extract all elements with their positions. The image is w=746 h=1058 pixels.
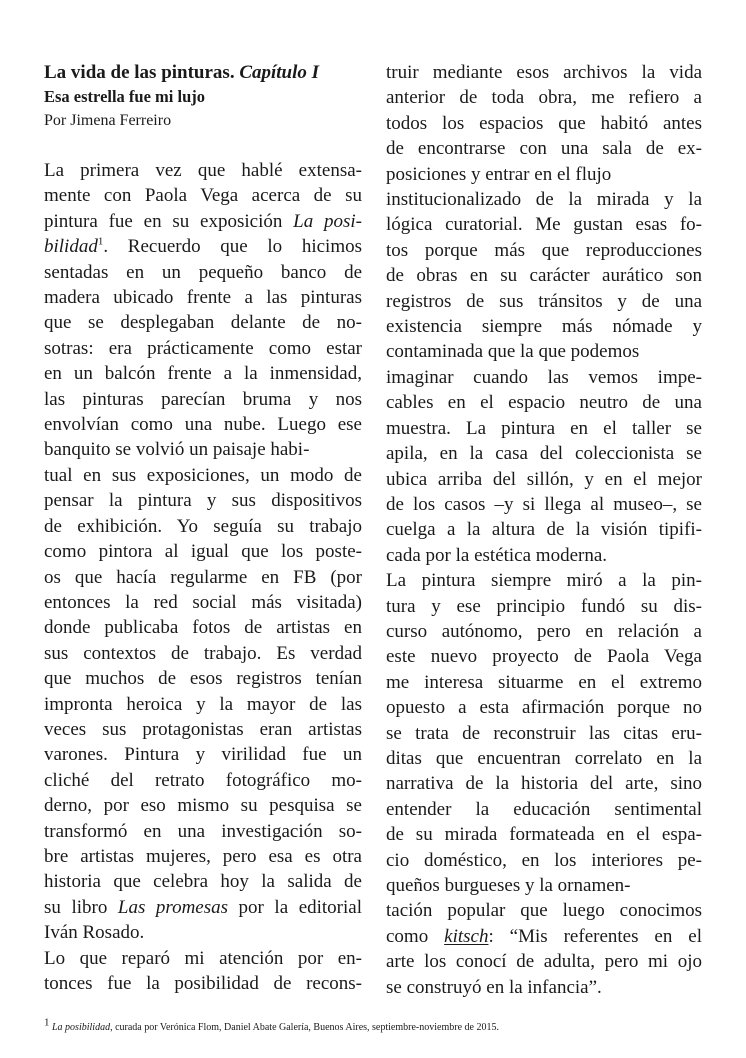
text-line: sus contextos de trabajo. Es verdad — [44, 642, 362, 664]
text-line: apila, en la casa del coleccionista se — [386, 443, 702, 465]
text-line: os que hacía regularme en FB (por — [44, 566, 362, 588]
text-line: truir mediante esos archivos la vida — [386, 62, 702, 83]
text-span: por la editorial — [228, 896, 362, 918]
text-line: cables en el espacio neutro de una — [386, 392, 702, 414]
text-line: opuesto a esta afirmación porque no — [386, 697, 702, 719]
text-span: como — [386, 925, 445, 947]
text-line: de exhibición. Yo seguía su trabajo — [44, 515, 362, 537]
text-line: impronta heroica y la mayor de las — [44, 693, 362, 715]
text-line: bre artistas mujeres, pero esa es otra — [44, 845, 362, 867]
paragraph-2 — [44, 946, 362, 997]
text-line — [44, 234, 362, 259]
text-line: en un balcón frente a la inmensidad, — [44, 363, 362, 385]
text-line: ditas que encuentran correlato en la — [386, 747, 702, 769]
footnote-number: 1 — [44, 1016, 50, 1029]
text-line: curso autónomo, pero en relación a — [386, 620, 702, 642]
footnote — [44, 1016, 704, 1034]
text-line: donde publicaba fotos de artistas en — [44, 617, 362, 639]
text-line: este nuevo proyecto de Paola Vega — [386, 646, 702, 668]
text-line — [44, 895, 362, 920]
article-byline: Por Jimena Ferreiro — [44, 112, 172, 129]
text-line: narrativa de la historia del arte, sino — [386, 773, 702, 795]
text-line: se trata de reconstruir las citas eru- — [386, 722, 702, 744]
text-line: sentadas en un pequeño banco de — [44, 261, 362, 283]
text-line: Lo que reparó mi atención por en- — [44, 947, 362, 969]
text-line: derno, por eso mismo su pesquisa se — [44, 795, 362, 817]
text-line: de los casos –y si llega al museo–, se — [386, 493, 702, 515]
text-line: entender la educación sentimental — [386, 798, 702, 820]
text-line: varones. Pintura y virilidad fue un — [44, 744, 362, 766]
paragraph-1 — [44, 158, 362, 946]
text-line — [44, 209, 362, 234]
text-line: tonces fue la posibilidad de recons- — [44, 973, 362, 994]
text-line: cada por la estética moderna. — [386, 544, 608, 566]
text-line: pensar la pintura y sus dispositivos — [44, 490, 362, 512]
text-line: se construyó en la infancia”. — [386, 976, 602, 998]
text-span: su libro — [44, 896, 118, 918]
text-line: ubica arriba del sillón, y en el mejor — [386, 468, 702, 490]
text-line: existencia siempre más nómade y — [386, 316, 702, 338]
text-line: imaginar cuando las vemos impe- — [386, 366, 702, 388]
text-span: : “Mis referentes en el — [488, 925, 702, 947]
text-span: pintura fue en su exposición — [44, 210, 294, 232]
text-line: tación popular que luego conocimos — [386, 900, 702, 922]
text-line: banquito se volvió un paisaje habi- — [44, 439, 310, 461]
text-line: La pintura siempre miró a la pin- — [386, 570, 702, 592]
text-line: de obras en su carácter aurático son — [386, 265, 702, 287]
text-line: que se desplegaban delante de no- — [44, 312, 362, 334]
footnote-text: , curada por Verónica Flom, Daniel Abate Galería, Buenos Aires, septiembre-noviembre de 2015. — [110, 1022, 499, 1033]
exhibition-title-italic: La posi- — [293, 210, 362, 232]
chapter-label: Capítulo I — [239, 62, 320, 83]
exhibition-title-italic: bilidad — [44, 236, 98, 258]
text-line: me interesa situarme en el extremo — [386, 671, 702, 693]
text-line: cliché del retrato fotográfico mo- — [44, 769, 362, 791]
text-line: registros de sus tránsitos y de una — [386, 290, 702, 312]
text-line: cio doméstico, en los interiores pe- — [386, 849, 702, 871]
footnote-marker[interactable]: 1 — [97, 235, 104, 248]
text-line: arte los conocí de adulta, pero mi ojo — [386, 951, 702, 973]
right-column — [386, 60, 702, 1000]
text-line — [386, 924, 702, 949]
text-line: todos los espacios que habitó antes — [386, 112, 702, 134]
text-line: contaminada que la que podemos — [386, 341, 640, 363]
text-line: muestra. La pintura en el taller se — [386, 417, 702, 439]
kitsch-term-italic: kitsch — [444, 925, 489, 947]
text-line: anterior de toda obra, me refiero a — [386, 87, 702, 109]
text-line: cuelga a la altura de la visión tipifi- — [386, 519, 702, 541]
text-line: tura y ese principio fundó su dis- — [386, 595, 702, 617]
text-line: de su mirada formateada en el espa- — [386, 824, 702, 846]
text-line: tual en sus exposiciones, un modo de — [44, 464, 362, 486]
text-line: lógica curatorial. Me gustan esas fo- — [386, 214, 702, 236]
article-title — [44, 60, 362, 85]
text-line: que muchos de esos registros tenían — [44, 668, 362, 690]
text-line: institucionalizado de la mirada y la — [386, 189, 702, 211]
text-line: Iván Rosado. — [44, 922, 145, 944]
paragraph-3 — [386, 568, 702, 1000]
title-text: La vida de las pinturas. — [44, 62, 235, 83]
text-line: sotras: era prácticamente como estar — [44, 337, 362, 359]
text-span: . Recuerdo que lo hicimos — [103, 236, 362, 258]
article-subtitle: Esa estrella fue mi lujo — [44, 87, 206, 106]
text-line: las pinturas parecían bruma y nos — [44, 388, 362, 410]
footnote-exhibition-title: La posibilidad — [52, 1022, 111, 1033]
text-line: de encontrarse con una sala de ex- — [386, 138, 702, 160]
text-line: madera ubicado frente a las pinturas — [44, 287, 362, 309]
text-line: veces sus protagonistas eran artistas — [44, 718, 362, 740]
text-line: mente con Paola Vega acerca de su — [44, 185, 362, 207]
text-line: envolvían como una nube. Luego ese — [44, 414, 362, 436]
text-line: transformó en una investigación so- — [44, 820, 362, 842]
text-line: tos porque más que reproducciones — [386, 239, 702, 261]
text-line: posiciones y entrar en el flujo — [386, 163, 612, 185]
text-line: queños burgueses y la ornamen- — [386, 875, 631, 896]
left-column — [44, 60, 362, 996]
paragraph-2-continued — [386, 60, 702, 568]
text-line: La primera vez que hablé extensa- — [44, 160, 362, 181]
text-line: historia que celebra hoy la salida de — [44, 871, 362, 893]
book-title-italic: Las promesas — [117, 896, 229, 918]
text-line: como pintora al igual que los poste- — [44, 541, 362, 563]
text-line: entonces la red social más visitada) — [44, 591, 362, 613]
